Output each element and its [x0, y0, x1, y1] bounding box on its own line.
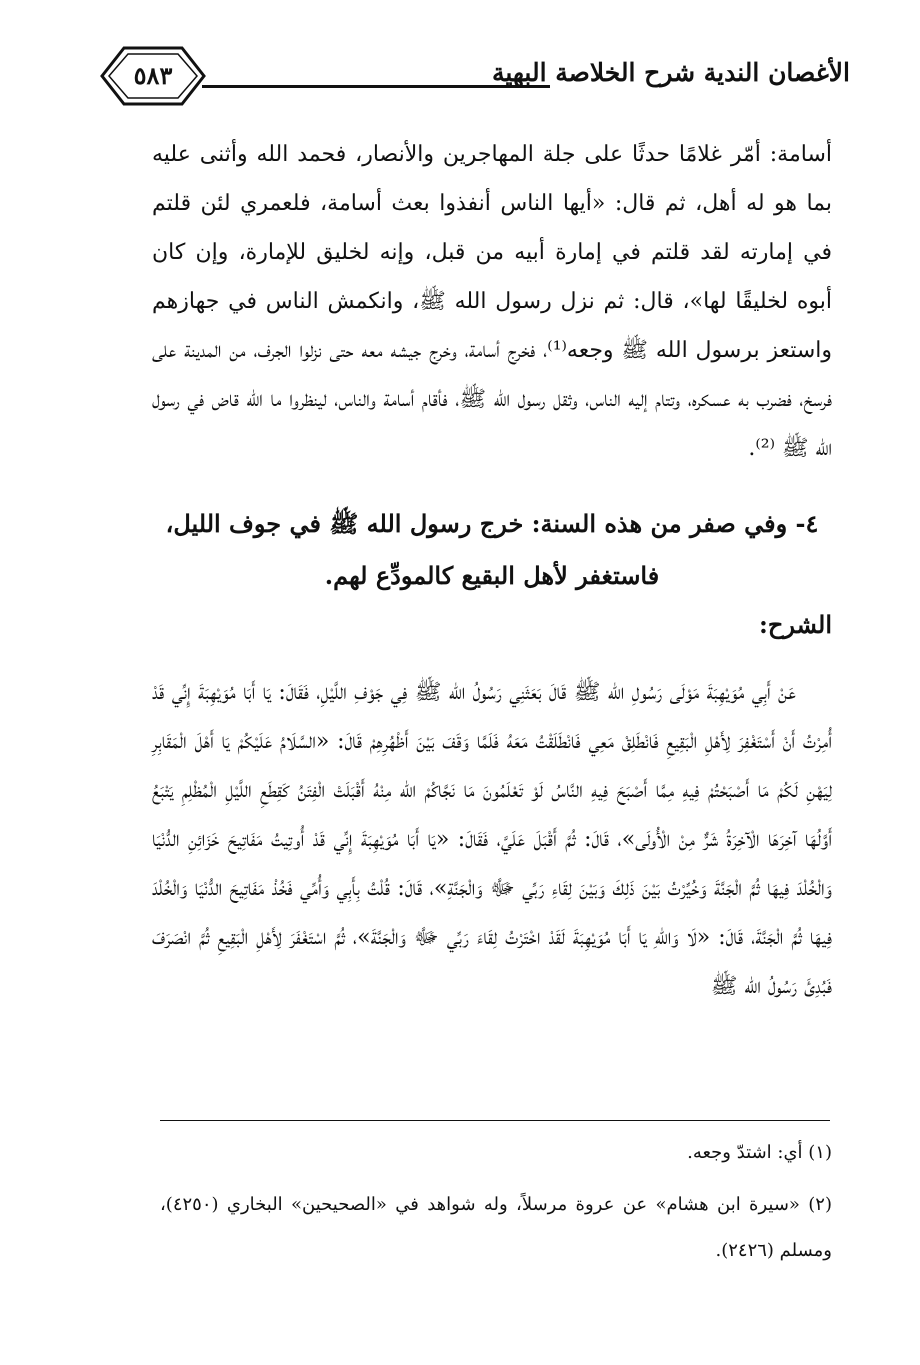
section-heading [152, 498, 832, 602]
page-number: ٥٨٣ [133, 61, 173, 90]
section-heading-line-2: فاستغفر لأهل البقيع كالمودِّع لهم. [324, 561, 660, 590]
book-title: الأغصان الندية شرح الخلاصة البهية [491, 58, 850, 87]
footnote-2: (٢) «سيرة ابن هشام» عن عروة مرسلاً، وله شواهد في «الصحيحين» البخاري (٤٢٥٠)، ومسلم (٢٤٢٦). [160, 1194, 832, 1261]
explanation-text-block [152, 668, 832, 1011]
section-heading-line-1: ٤- وفي صفر من هذه السنة: خرج رسول الله ﷺ في جوف الليل، [165, 509, 819, 538]
body-paragraph-block [152, 130, 832, 473]
footnote-1: (١) أي: اشتدّ وجعه. [687, 1142, 832, 1163]
explanation-text: عَنْ أَبِي مُوَيْهِبَةَ مَوْلَى رَسُولِ الله ﷺ قَالَ بَعَثَنِي رَسُولُ الله ﷺ فِي جَوْفِ اللَّيْلِ، فَقَالَ: يَا أَبَا مُوَيْهِبَةَ إِنِّي قَدْ أُمِرْتُ أَنْ أَسْتَغْفِرَ لِأَهْلِ الْبَقِيعِ فَانْطَلِقْ مَعِي فَانْطَلَقْتُ مَعَهُ فَلَمَّا وَقَفَ بَيْنَ أَظْهُرِهِمْ قَالَ: «السَّلَامُ عَلَيْكُمْ يَا أَهْلَ الْمَقَابِرِ لِيَهْنِ لَكُمْ مَا أَصْبَحْتُمْ فِيهِ مِمَّا أَصْبَحَ فِيهِ النَّاسُ لَوْ تَعْلَمُونَ مَا نَجَّاكُمْ الله مِنْهُ أَقْبَلَتْ الْفِتَنُ كَقِطَعِ اللَّيْلِ الْمُظْلِمِ يَتْبَعُ أَوَّلُهَا آخِرَهَا الْآخِرَةُ شَرٌّ مِنْ الْأُولَى»، قَالَ: ثُمَّ أَقْبَلَ عَلَيَّ، فَقَالَ: «يَا أَبَا مُوَيْهِبَةَ إِنِّي قَدْ أُوتِيتُ مَفَاتِيحَ خَزَائِنِ الدُّنْيَا وَالْخُلْدَ فِيهَا ثُمَّ الْجَنَّةَ وَخُيِّرْتُ بَيْنَ ذَلِكَ وَبَيْنَ لِقَاءِ رَبِّي ﷻ وَالْجَنَّةِ»، قَالَ: قُلْتُ بِأَبِي وَأُمِّي فَخُذْ مَفَاتِيحَ الدُّنْيَا وَالْخُلْدَ فِيهَا ثُمَّ الْجَنَّةَ، قَالَ: «لَا وَاللهِ يَا أَبَا مُوَيْهِبَةَ لَقَدْ اخْتَرْتُ لِقَاءَ رَبِّي ﷻ وَالْجَنَّةَ»، ثُمَّ اسْتَغْفَرَ لِأَهْلِ الْبَقِيعِ ثُمَّ انْصَرَفَ فَبُدِئَ رَسُولُ الله ﷺ [152, 680, 832, 999]
body-paragraph: أسامة: أمّر غلامًا حدثًا على جلة المهاجرين والأنصار، فحمد الله وأثنى عليه بما هو له أهل، ثم قال: «أيها الناس أنفذوا بعث أسامة، فلعمري لئن قلتم في إمارته لقد قلتم في إمارة أبيه من قبل، وإنه لخليق للإمارة، وإن كان أبوه لخليقًا لها»، قال: ثم نزل رسول الله ﷺ، وانكمش الناس في جهازهم واستعز برسول الله ﷺ وجعه⁽¹⁾، فخرج أسامة، وخرج جيشه معه حتى نزلوا الجرف، من المدينة على فرسخ، فضرب به عسكره، وتتام إليه الناس، وثقل رسول الله ﷺ، فأقام أسامة والناس، لينظروا ما الله قاض في رسول الله ﷺ ⁽²⁾. [152, 142, 832, 461]
explanation-label: الشرح: [759, 610, 832, 639]
page-header [98, 38, 850, 118]
footnote-divider [160, 1120, 830, 1121]
footnotes [160, 1130, 832, 1280]
page-number-badge [98, 44, 208, 108]
